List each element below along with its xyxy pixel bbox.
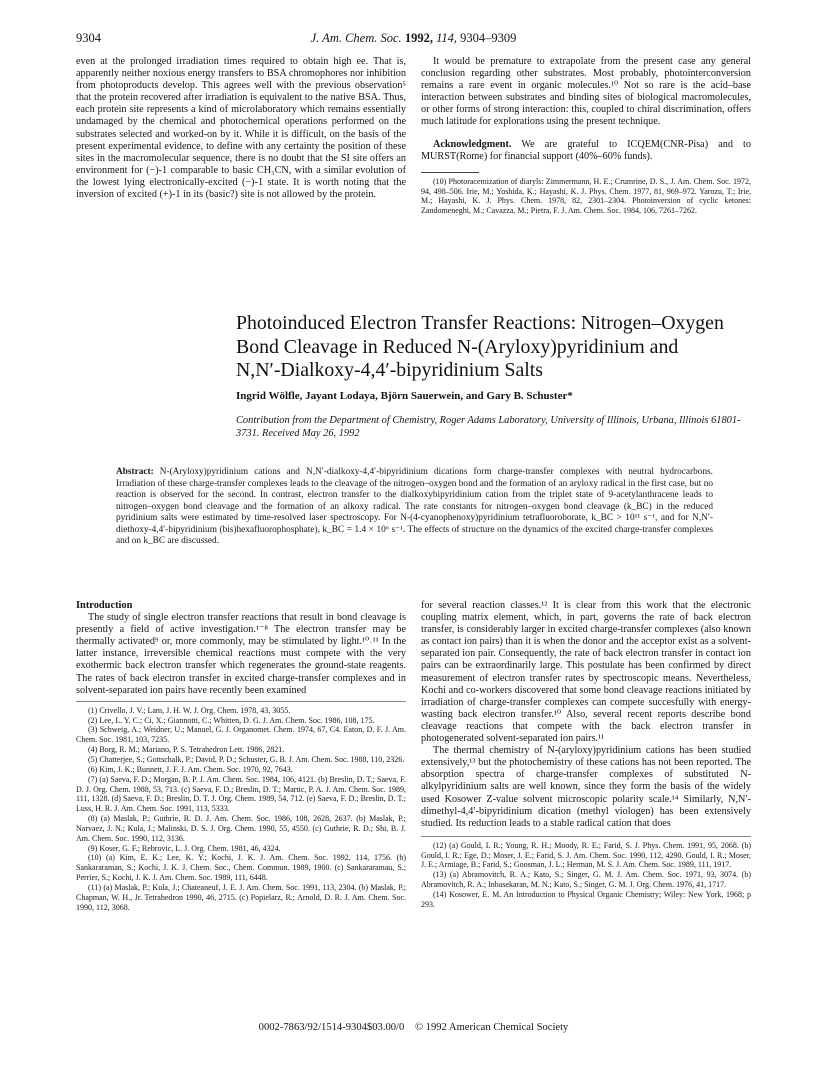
- footnote-rule: [76, 701, 406, 702]
- footnote-rule: [421, 836, 751, 837]
- journal-citation: [76, 31, 751, 46]
- title-line: Bond Cleavage in Reduced N-(Aryloxy)pyridinium and: [236, 335, 679, 358]
- footnote: (5) Chatterjee, S.; Gottschalk, P.; David, P. D.; Schuster, G. B. J. Am. Chem. Soc. 1988, 110, 2326.: [88, 754, 405, 764]
- intro-paragraph: The study of single electron transfer reactions that result in bond cleavage is presently a field of active investigation.¹⁻⁸ The electron transfer may be thermally activated⁹ or, more commonly, may be stimulated by light.¹⁰˒¹¹ In the latter instance, irreversible chemical reactions must compete with the very exothermic back electron transfer which regenerates the ground-state reagents. The rates of back electron transfer in excited charge-transfer complexes and in solvent-separated ion pairs have recently been examined: [76, 612, 406, 696]
- prev-article-footnote: [421, 177, 751, 216]
- footnote: (6) Kim, J. K.; Bunnett, J. F. J. Am. Chem. Soc. 1970, 92, 7643.: [88, 764, 293, 774]
- page-footer: [76, 1022, 751, 1033]
- footnote: (14) Kosower, E. M. An Introduction to Physical Organic Chemistry; Wiley: New York, 1968; p 293.: [421, 890, 751, 909]
- footnote: (11) (a) Maslak, P.; Kula, J.; Chateaneuf, J. E. J. Am. Chem. Soc. 1991, 113, 2304. (b) Maslak, P.; Chapman, W. H., Jr. Tetrahedron 1990, 46, 2715. (c) Popielarz, R.; Arnold, D. R. J. Am. Chem. Soc. 1990, 112, 3068.: [76, 882, 406, 912]
- footnote: (3) Schweig, A.; Weidner, U.; Manuel, G. J. Organomet. Chem. 1974, 67, C4. Eaton, D. F. J. Am. Chem. Soc. 1981, 103, 7235.: [76, 725, 406, 745]
- footnote: (9) Koser, G. F.; Rebrovic, L. J. Org. Chem. 1981, 46, 4324.: [88, 843, 281, 853]
- intro-left-column: [76, 600, 406, 912]
- section-heading: Introduction: [76, 600, 133, 611]
- acknowledgment: [421, 139, 751, 163]
- copyright: © 1992 American Chemical Society: [414, 1022, 569, 1033]
- acknowledgment-text: We are grateful to ICQEM(CNR-Pisa) and to MURST(Rome) for financial support (40%–60% funds).: [421, 138, 751, 162]
- intro-right-column: [421, 600, 751, 910]
- authors: Ingrid Wölfle, Jayant Lodaya, Björn Sauerwein, and Gary B. Schuster*: [236, 390, 573, 402]
- footnote: (7) (a) Saeva, F. D.; Morgan, B. P. J. Am. Chem. Soc. 1984, 106, 4121. (b) Breslin, D. T.; Saeva, F. D. J. Org. Chem. 1988, 53, 713. (c) Saeva, F. D.; Breslin, D. T.; Martic, P. A. J. Am. Chem. Soc. 1989, 111, 1328. (d) Saeva, F. D.; Breslin, D. T. J. Org. Chem. 1989, 54, 712. (e) Saeva, F. D.; Breslin, D. T.; Luss, H. R. J. Am. Chem. Soc. 1991, 113, 5333.: [76, 774, 406, 814]
- journal-name: J. Am. Chem. Soc.: [310, 31, 402, 45]
- footnotes-left: [76, 706, 406, 913]
- acknowledgment-label: Acknowledgment.: [433, 138, 512, 150]
- prev-article-left-column: [76, 56, 406, 201]
- footnote: (12) (a) Gould, I. R.; Young, R. H.; Moody, R. E.; Farid, S. J. Phys. Chem. 1991, 95, 2068. (b) Gould, I. R.; Ege, D.; Moser, J. E.; Farid, S. J. Am. Chem. Soc. 1990, 112, 4290. Gould, I. R.; Moser, J. E.; Armiage, B.; Farid, S.; Goosman, J. L.; Herman, M. S. J. Am. Chem. Soc. 1989, 111, 1917.: [421, 840, 751, 870]
- prev-article-right-column: [421, 56, 751, 216]
- prev-article-paragraph: even at the prolonged irradiation times required to obtain high ee. That is, apparently neither noxious energy transfers to BSA chromophores nor inhibition from photoproducts develop. This agrees well with the previous observation⁵ that the protein recovered after irradiation is equivalent to the native BSA. Thus, each protein site represents a kind of microlaboratory which remains essentially undamaged by the chemical and photochemical operations performed on the substrates selected and worked-on by it. While it is difficult, on the basis of the present experimental evidence, to define with any certainty the position of these sites in the macromolecular sequence, there is no doubt that the SI site offers an environment for (−)-1 comparable to basic CH₃CN, with a similar evolution of the lowest lying electronically-excited (−)-1 state. It is worth noting that the inversion of excited (+)-1 in its (basic?) site is not allowed by the protein.: [76, 56, 406, 201]
- footnote-rule: [421, 172, 479, 173]
- affiliation: [236, 414, 751, 440]
- issn-code: 0002-7863/92/1514-9304$03.00/0: [258, 1022, 405, 1033]
- journal-pages: 9304–9309: [460, 31, 517, 45]
- prev-article-paragraph: It would be premature to extrapolate from the present case any general conclusion regarding other substrates. Most probably, photointerconversion remains a rare event in organic molecules.¹⁰ Not so rare is the acid–base interaction between substrates and binding sites of biological macromolecules, or other forms of strong interaction: this, coupled to chiral discrimination, offers much latitude for explorations using the present technique.: [421, 56, 751, 128]
- received-date: Received May 26, 1992: [262, 428, 360, 439]
- footnote: (1) Crivello, J. V.; Lam, J. H. W. J. Org. Chem. 1978, 43, 3055.: [88, 705, 291, 715]
- running-head: [76, 31, 751, 47]
- journal-volume: 114,: [436, 31, 458, 45]
- intro-paragraph: for several reaction classes.¹² It is clear from this work that the electronic coupling matrix element, which, in part, governs the rate of back electron transfer, is considerably larger in excited charge-transfer complexes (also known as contact ion pairs) than it is when the donor and the acceptor exist as a solvent-separated ion pair. Consequently, the rate of back electron transfer in contact ion pairs can be extraordinarily large. This postulate has been confirmed by direct measurement of electron transfer rates by spectroscopic means. Nevertheless, Kochi and co-workers discovered that some bond cleavage reactions initiated by irradiation of charge-transfer complexes can compete succesfully with energy-wasting back electron transfer.¹⁰ Also, several recent reports describe bond cleavage reactions that compete with the back electron transfer in photogenerated solvent-separated ion pairs.¹¹: [421, 600, 751, 745]
- article-title: [236, 312, 751, 383]
- footnote-10: (10) Photoracemization of diaryls: Zimmermann, H. E.; Crumrine, D. S., J. Am. Chem. Soc. 1972, 94, 498–506. Irie, M.; Yoshida, K.; Hayashi, K. J. Phys. Chem. 1977, 81, 969–972. Yarozu, T.; Irie, M.; Hayashi, K. J. Phys. Chem. 1978, 82, 2301–2304. Photoinversion of cyclic ketones: Zandomeneghi, M.; Cavazza, M.; Pietra, F. J. Am. Chem. Soc. 1984, 106, 7261–7262.: [421, 176, 751, 216]
- title-line: N,N′-Dialkoxy-4,4′-bipyridinium Salts: [236, 359, 543, 381]
- footnote: (8) (a) Maslak, P.; Guthrie, R. D. J. Am. Chem. Soc. 1986, 108, 2628, 2637. (b) Maslak, P.; Narvaez, J. N.; Kula, J.; Malinski, D. S. J. Org. Chem. 1990, 55, 4550. (c) Guthrie, R. D.; Shi, B. J. Am. Chem. Soc. 1990, 112, 3136.: [76, 814, 406, 843]
- journal-year: 1992,: [404, 31, 433, 45]
- abstract-label: Abstract:: [116, 467, 154, 477]
- footnote: (2) Lee, L. Y. C.; Ci, X.; Giannotti, C.; Whitten, D. G. J. Am. Chem. Soc. 1986, 108, 175.: [88, 715, 375, 725]
- footnotes-right: [421, 841, 751, 910]
- footnote: (10) (a) Kim, E. K.; Lee, K. Y.; Kochi, J. K. J. Am. Chem. Soc. 1992, 114, 1756. (b) Sankararaman, S.; Kochi, J. K. J. Chem. Soc., Chem. Commun. 1989, 1900. (c) Sankararamau, S.; Perrier, S.; Kochi, J. K. J. Am. Chem. Soc. 1989, 111, 6448.: [76, 853, 406, 883]
- title-line: Photoinduced Electron Transfer Reactions: Nitrogen–Oxygen: [236, 312, 724, 334]
- footnote: (4) Borg, R. M.; Mariano, P. S. Tetrahedron Lett. 1986, 2821.: [88, 745, 285, 755]
- intro-paragraph: The thermal chemistry of N-(aryloxy)pyridinium cations has been studied extensively,¹³ but the photochemistry of these cations has not been reported. The absorption spectra of charge-transfer complexes of substituted N-alkylpyridinium salts are well known, since they form the basis of the widely used Kosower Z-value solvent microscopic polarity scale.¹⁴ Similarly, N,N′-dimethyl-4,4′-bipyridinium dication (methyl viologen) has been extensively studied. Its reduction leads to a stable radical cation that does: [421, 745, 751, 829]
- abstract-text: N-(Aryloxy)pyridinium cations and N,N′-dialkoxy-4,4′-bipyridinium dications form charge-transfer complexes with neutral hydrocarbons. Irradiation of these charge-transfer complexes leads to the cleavage of the nitrogen–oxygen bond and the formation of an aryloxy radical in the first case, but no reaction is observed for the second. In contrast, electron transfer to the dialkoxybipyridinium cation from the triplet state of 9-acetylanthracene leads to nitrogen–oxygen bond cleavage and the formation of an alkoxy radical. The rate constants for nitrogen–oxygen bond cleavage (k_BC) in the reduced pyridinium salts were estimated by time-resolved laser spectroscopy. For N-(4-cyanophenoxy)pyridinium tetrafluoroborate, k_BC > 10¹¹ s⁻¹, and for N,N′-diethoxy-4,4′-bipyridinium (bis)hexafluorophosphate), k_BC = 1.4 × 10⁶ s⁻¹. The effects of structure on the dynamics of the excited charge-transfer complexes and on k_BC are discussed.: [116, 467, 713, 547]
- affiliation-text: Contribution from the Department of Chemistry, Roger Adams Laboratory, University of Illinois, Urbana, Illinois 61801-3731.: [236, 415, 741, 439]
- footnote: (13) (a) Abramovitch, R. A.; Kato, S.; Singer, G. M. J. Am. Chem. Soc. 1971, 93, 3074. (b) Abramovitch, R. A.; Inbasekaran, M. N.; Kato, S.; Singer, G. M. J. Org. Chem. 1976, 41, 1717.: [421, 870, 751, 890]
- abstract: [116, 467, 713, 548]
- page-number: 9304: [76, 31, 101, 45]
